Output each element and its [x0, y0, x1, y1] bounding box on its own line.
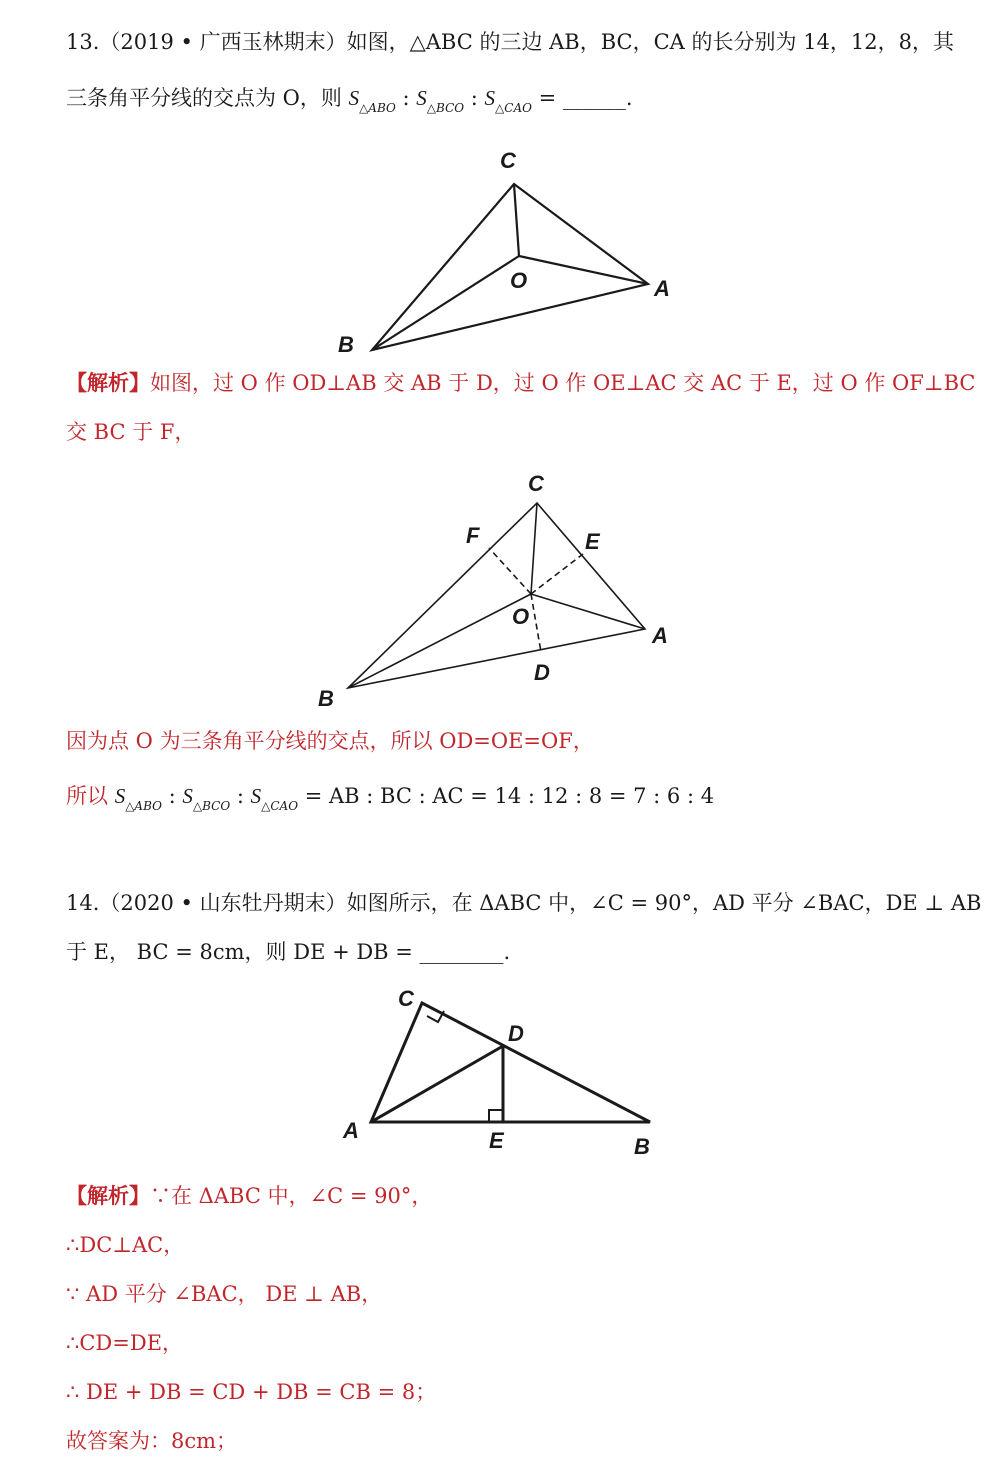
q14-step-1: ∵在 ΔABC 中，∠C = 90°，	[150, 1184, 433, 1208]
q13-conclusion-tail: = AB : BC : AC = 14 : 12 : 8 = 7 : 6 : 4	[298, 784, 715, 808]
q13-analysis-line2: 交 BC 于 F，	[66, 420, 196, 444]
q13-triangle-abc	[372, 184, 648, 350]
q13-conclusion-line1: 因为点 O 为三条角平分线的交点，所以 OD=OE=OF，	[66, 729, 594, 753]
q13b-label-b: B	[318, 686, 334, 711]
q13b-label-d: D	[534, 660, 550, 685]
q13-conclusion-line2	[66, 786, 714, 812]
q14-label-b: B	[634, 1134, 650, 1159]
q14-label-c: C	[398, 986, 414, 1011]
q14-analysis-tag: 【解析】	[66, 1183, 150, 1208]
q13-conclusion-ratio-a: S	[114, 784, 126, 808]
q13b-label-c: C	[528, 471, 544, 496]
q13-bisector-b	[372, 256, 519, 350]
q13-analysis-line1	[66, 372, 975, 394]
q13b-perp-of	[489, 548, 531, 594]
q14-stem-line2: 于 E， BC = 8cm，则 DE + DB = ________.	[66, 940, 511, 964]
q13b-label-a: A	[652, 623, 668, 648]
q14-segment-ad	[371, 1046, 503, 1122]
q13-stem-text: 三条角平分线的交点为 O，则	[66, 86, 349, 110]
q13-ratio-b: S	[416, 86, 427, 110]
q13-stem-line2: 三条角平分线的交点为 O，则 $S_{\triangle ABO}$ : $S_{\triangle BCO}$ : $S_{\triangle CAO}$ = ______.	[66, 86, 633, 115]
q13b-label-e: E	[585, 529, 600, 554]
q13-label-o: O	[510, 268, 528, 293]
q13b-bisector-a	[531, 594, 645, 629]
q14-label-a: A	[343, 1118, 359, 1143]
q13-conclusion-ratio-b-sub: △BCO	[192, 799, 231, 813]
q13-ratio-a-sub: △ABO	[359, 101, 396, 115]
q13-ratio-a: S	[348, 86, 360, 110]
q13-answer-blank: = ______.	[531, 86, 633, 110]
q14-step-3: ∵ AD 平分 ∠BAC， DE ⊥ AB，	[66, 1282, 383, 1306]
q14-step-4: ∴CD=DE，	[66, 1331, 184, 1355]
q13-conclusion-prefix: 所以	[66, 784, 115, 808]
q14-analysis-line1	[66, 1185, 432, 1207]
q14-label-e: E	[489, 1128, 504, 1153]
q13-analysis-text: 如图，过 O 作 OD⊥AB 交 AB 于 D，过 O 作 OE⊥AC 交 AC 于 E，过 O 作 OF⊥BC	[150, 371, 976, 395]
q13-label-a: A	[654, 276, 670, 301]
q13-conclusion-ratio-b: S	[182, 784, 193, 808]
q14-step-5: ∴ DE + DB = CD + DB = CB = 8；	[66, 1380, 437, 1404]
q13b-perp-od	[531, 594, 541, 652]
q14-step-6: 故答案为：8cm；	[66, 1429, 238, 1453]
q13-conclusion-ratio-c: S	[250, 784, 262, 808]
q13-bisector-c	[514, 184, 519, 256]
q13-figure-analysis	[348, 503, 645, 688]
q13-conclusion-ratio-c-sub: △CAO	[261, 799, 299, 813]
q13-label-b: B	[338, 332, 354, 357]
q13-analysis-tag: 【解析】	[66, 370, 150, 395]
q13-conclusion-ratio-a-sub: △ABO	[125, 799, 162, 813]
q14-stem-line1: 14.（2020 • 山东牡丹期末）如图所示，在 ΔABC 中，∠C = 90°，AD 平分 ∠BAC，DE ⊥ AB	[66, 891, 982, 915]
q13-stem-line1: 13.（2019 • 广西玉林期末）如图，△ABC 的三边 AB，BC，CA 的长分别为 14，12，8，其	[66, 30, 955, 54]
q13b-label-o: O	[512, 604, 530, 629]
q14-right-angle-e	[489, 1110, 503, 1122]
q13-ratio-c-sub: △CAO	[495, 101, 532, 115]
q13-ratio-b-sub: △BCO	[426, 101, 465, 115]
q13-figure-triangle	[372, 184, 648, 350]
q13b-perp-oe	[531, 554, 583, 594]
q13b-bisector-c	[531, 503, 537, 594]
q13b-triangle-abc	[348, 503, 645, 688]
q13-conclusion-ratio: $S_{\triangle ABO}$ : $S_{\triangle BCO}$ : $S_{\triangle CAO}$ = AB : BC : AC = 14 : 12 : 8 = 7 : 6 : 4	[114, 784, 715, 813]
q13-ratio-c: S	[484, 86, 496, 110]
q14-label-d: D	[508, 1021, 524, 1046]
q14-step-2: ∴DC⊥AC，	[66, 1233, 185, 1257]
q13-label-c: C	[500, 148, 516, 173]
q13b-label-f: F	[466, 523, 480, 548]
q13b-bisector-b	[348, 594, 531, 688]
